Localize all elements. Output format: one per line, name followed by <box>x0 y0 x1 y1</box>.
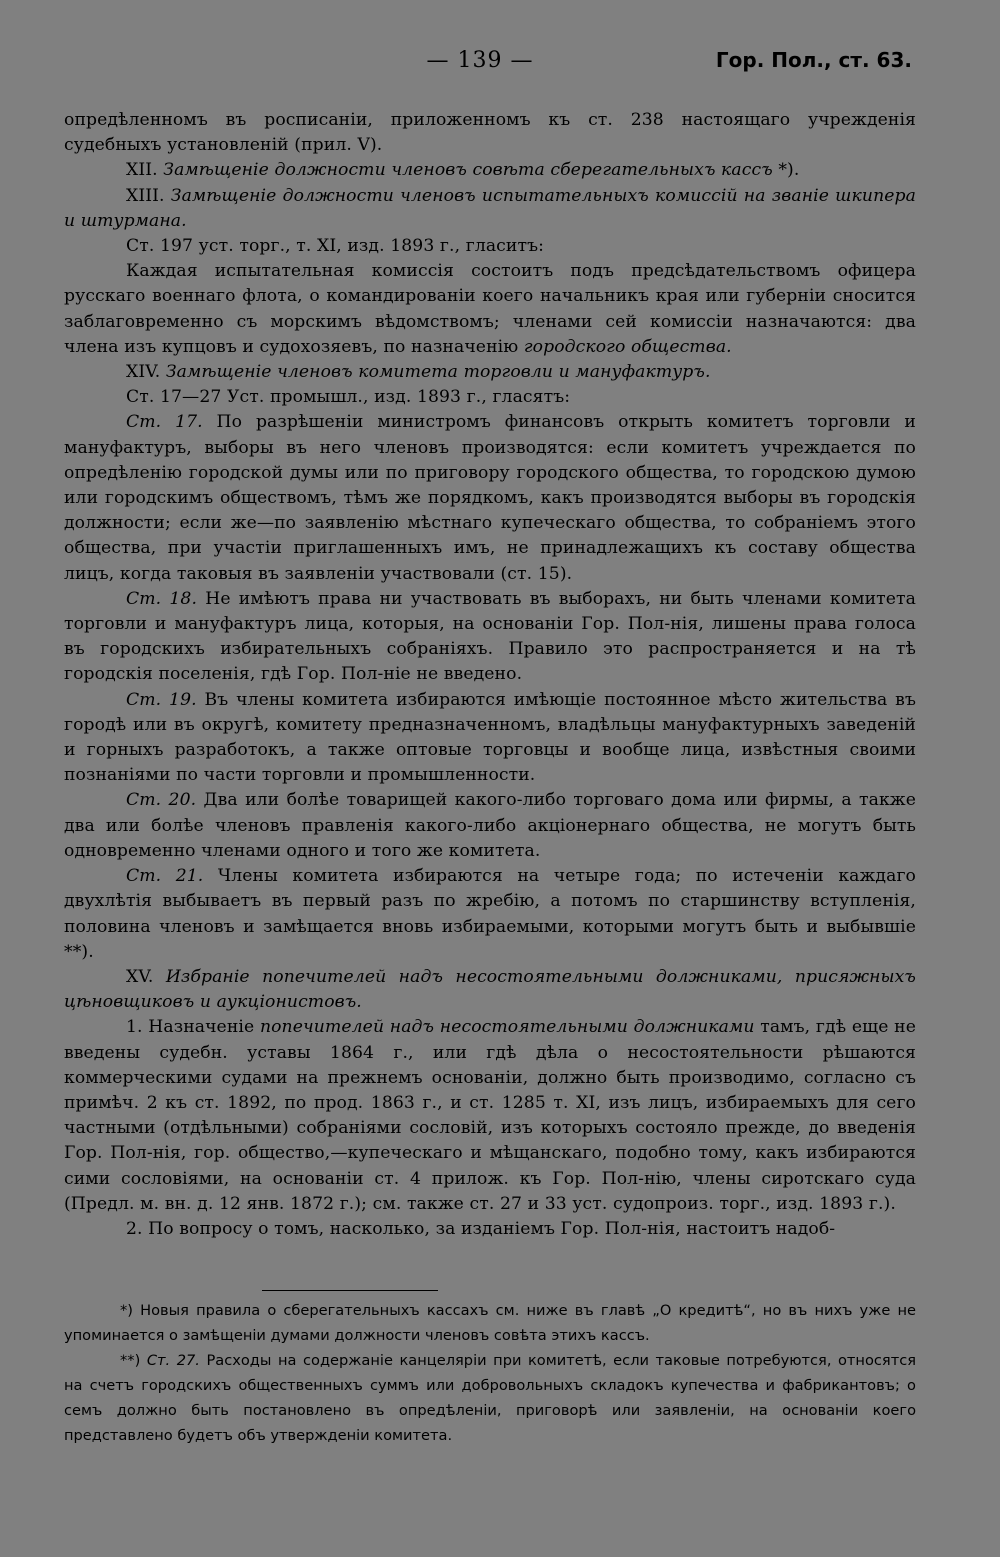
section-xiii-intro: Ст. 197 уст. торг., т. XI, изд. 1893 г., гласитъ: <box>126 236 544 257</box>
section-title: Замѣщеніе должности членовъ испытательныхъ комиссій на званіе шкипера и штурмана. <box>64 185 916 231</box>
section-xiv-intro: Ст. 17—27 Уст. промышл., изд. 1893 г., гласятъ: <box>126 387 571 408</box>
section-title: Замѣщеніе должности членовъ совѣта сберегательныхъ кассъ <box>163 160 773 181</box>
footnote-divider <box>262 1290 438 1291</box>
footnote-2 <box>64 1348 916 1448</box>
running-header-reference: Гор. Пол., ст. 63. <box>715 48 912 72</box>
article-20 <box>64 788 916 864</box>
statute-text: Каждая испытательная комиссія состоитъ подъ предсѣдательствомъ офицера русскаго военнаго флота, о командированіи коего начальникъ края или губерніи сносится заблаговременно съ морскимъ вѣдомствомъ; членами сей комиссіи назначаются: два члена изъ купцовъ и судохозяевъ, по назначенію <box>64 261 916 357</box>
article-label: Ст. 18. <box>126 588 198 609</box>
paragraph-continuation: опредѣленномъ въ росписаніи, приложенномъ къ ст. 238 настоящаго учрежденія судебныхъ установленій (прил. V). <box>64 110 916 156</box>
article-text: По разрѣшеніи министромъ финансовъ открыть комитетъ торговли и мануфактуръ, выборы въ него членовъ производятся: если комитетъ учреждается по опредѣленію городской думы или по приговору городского общества, то городскою думою или городскимъ обществомъ, тѣмъ же порядкомъ, какъ производятся выборы въ городскія должности; если же—по заявленію мѣстнаго купеческаго общества, то собраніемъ этого общества, при участіи приглашенныхъ имъ, не принадлежащихъ къ составу общества лицъ, когда таковыя въ заявленіи участвовали (ст. 15). <box>64 412 916 584</box>
section-xv-heading <box>64 965 916 1015</box>
article-18 <box>64 587 916 688</box>
footnotes <box>64 1298 916 1448</box>
statute-emphasis: городского общества. <box>523 336 732 357</box>
section-xii-heading <box>64 158 916 183</box>
article-label: Ст. 19. <box>126 689 197 710</box>
article-21 <box>64 864 916 965</box>
paragraph-emphasis: попечителей надъ несостоятельными должниками <box>259 1017 755 1038</box>
article-text: Члены комитета избираются на четыре года; по истеченіи каждаго двухлѣтія выбываетъ въ первый разъ по жребію, а потомъ по старшинству вступленія, половина членовъ и замѣщается вновь избираемыми, которыми могутъ быть и выбывшіе **). <box>64 866 916 962</box>
paragraph-text: 1. Назначеніе <box>126 1017 260 1038</box>
article-label: Ст. 20. <box>126 790 197 811</box>
article-text: Два или болѣе товарищей какого-либо торговаго дома или фирмы, а также два или болѣе членовъ правленія какого-либо акціонернаго общества, не могутъ быть одновременно членами одного и того же комитета. <box>64 790 916 861</box>
section-title: Замѣщеніе членовъ комитета торговли и мануфактуръ. <box>165 362 711 383</box>
article-label: Ст. 17. <box>126 412 203 433</box>
section-number: XV. <box>126 966 154 987</box>
main-text <box>64 108 916 1242</box>
footnote-article-label: Ст. 27. <box>146 1352 200 1369</box>
paragraph-text: тамъ, гдѣ еще не введены судебн. уставы 1864 г., или гдѣ дѣла о несостоятельности рѣшаются коммерческими судами на прежнемъ основаніи, должно быть производимо, согласно съ примѣч. 2 къ ст. 1892, по прод. 1863 г., и ст. 1285 т. XI, изъ лицъ, избираемыхъ для сего частными (отдѣльными) собраніями сословій, изъ которыхъ состояло прежде, до введенія Гор. Пол-нія, гор. общество,—купеческаго и мѣщанскаго, подобно тому, какъ избираются сими сословіями, на основаніи ст. 4 прилож. къ Гор. Пол-нію, члены сиротскаго суда (Предл. м. вн. д. 12 янв. 1872 г.); см. также ст. 27 и 33 уст. судопроиз. торг., изд. 1893 г.). <box>64 1017 916 1214</box>
article-text: Въ члены комитета избираются имѣющіе постоянное мѣсто жительства въ городѣ или въ округѣ, комитету предназначенномъ, владѣльцы мануфактурныхъ заведеній и горныхъ разработокъ, а также оптовые торговцы и вообще лица, извѣстныя своими познаніями по части торговли и промышленности. <box>64 689 916 786</box>
footnote-mark: *). <box>772 160 800 181</box>
section-xiv-heading <box>64 360 916 385</box>
footnote-1: *) Новыя правила о сберегательныхъ кассахъ см. ниже въ главѣ „О кредитѣ“, но въ нихъ уже не упоминается о замѣщеніи думами должности членовъ совѣта этихъ кассъ. <box>64 1302 916 1344</box>
section-xiii-heading <box>64 184 916 234</box>
section-number: XIII. <box>126 185 165 206</box>
section-xiii-text <box>64 259 916 360</box>
numbered-paragraph-1 <box>64 1015 916 1217</box>
article-label: Ст. 21. <box>126 866 204 887</box>
footnote-mark: **) <box>120 1352 147 1369</box>
section-number: XIV. <box>126 362 161 383</box>
section-number: XII. <box>126 160 158 181</box>
article-text: Не имѣютъ права ни участвовать въ выборахъ, ни быть членами комитета торговли и мануфактуръ лица, которыя, на основаніи Гор. Пол-нія, лишены права голоса въ городскихъ избирательныхъ собраніяхъ. Правило это распространяется и на тѣ городскія поселенія, гдѣ Гор. Пол-ніе не введено. <box>64 588 916 685</box>
article-19 <box>64 688 916 789</box>
page-number: — 139 — <box>426 48 534 73</box>
numbered-paragraph-2: 2. По вопросу о томъ, насколько, за изданіемъ Гор. Пол-нія, настоитъ надоб- <box>126 1218 836 1239</box>
article-17 <box>64 410 916 586</box>
footnote-text: Расходы на содержаніе канцеляріи при комитетѣ, если таковые потребуются, относятся на счетъ городскихъ общественныхъ суммъ или добровольныхъ складокъ купечества и фабрикантовъ; о семъ должно быть постановлено въ опредѣленіи, приговорѣ или заявленіи, на основаніи коего представлено будетъ объ утвержденіи комитета. <box>64 1352 917 1444</box>
section-title: Избраніе попечителей надъ несостоятельными должниками, присяжныхъ цѣновщиковъ и аукціонистовъ. <box>64 966 916 1013</box>
